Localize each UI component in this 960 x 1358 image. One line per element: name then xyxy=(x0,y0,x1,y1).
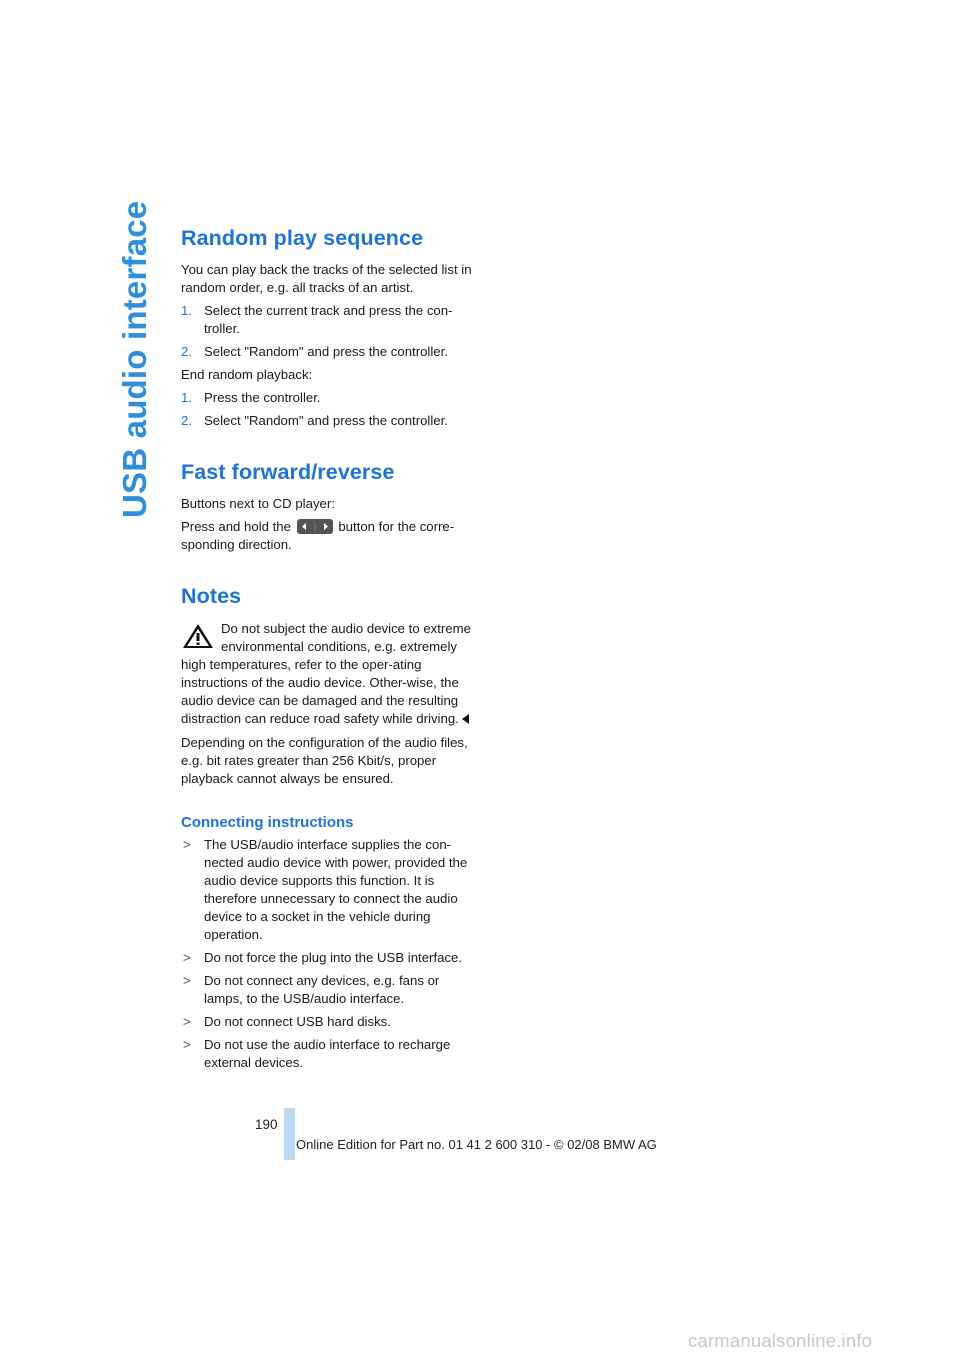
ffwd-line-2 xyxy=(181,518,477,554)
random-heading: Random play sequence xyxy=(181,226,424,250)
item-text: Do not connect any devices, e.g. fans or lamps, to the USB/audio interface. xyxy=(204,973,440,1006)
connecting-item xyxy=(181,949,477,967)
watermark: carmanualsonline.info xyxy=(688,1330,873,1351)
step-text: Select "Random" and press the controller. xyxy=(204,413,448,428)
step-number: 1. xyxy=(181,390,192,405)
end-random-label: End random playback: xyxy=(181,367,313,382)
item-text: Do not use the audio interface to recharge external devices. xyxy=(204,1037,451,1070)
connecting-item xyxy=(181,1013,477,1031)
ffwd-text-after: button for the corre-sponding direction. xyxy=(181,519,455,552)
end-of-note-icon xyxy=(462,714,469,724)
random-step-2 xyxy=(181,343,477,361)
random-intro: You can play back the tracks of the selected list in random order, e.g. all tracks of an artist. xyxy=(181,262,472,295)
item-text: The USB/audio interface supplies the con-nected audio device with power, provided the audio device supports this function. It is therefore unnecessary to connect the audio device to a socket in the vehicle during operation. xyxy=(204,837,468,942)
ffwd-text-before: Press and hold the xyxy=(181,519,291,534)
item-text: Do not connect USB hard disks. xyxy=(204,1014,391,1029)
step-text: Select "Random" and press the controller. xyxy=(204,344,448,359)
random-step-1 xyxy=(181,302,477,338)
page-number: 190 xyxy=(255,1117,278,1132)
end-step-2 xyxy=(181,412,477,430)
end-step-1 xyxy=(181,389,477,407)
notes-heading: Notes xyxy=(181,584,242,608)
side-section-title xyxy=(112,200,162,530)
bullet-arrow: > xyxy=(183,973,191,988)
item-text: Do not force the plug into the USB interface. xyxy=(204,950,463,965)
connecting-item xyxy=(181,972,477,1008)
bullet-arrow: > xyxy=(183,1037,191,1052)
edition-footer: Online Edition for Part no. 01 41 2 600 310 - © 02/08 BMW AG xyxy=(296,1137,657,1152)
bullet-arrow: > xyxy=(183,837,191,852)
warning-text: Do not subject the audio device to extreme environmental conditions, e.g. extremely high temperatures, refer to the oper-ating instructions of the audio device. Other-wise, the audio device can be damaged and the resulting distraction can reduce road safety while driving. xyxy=(181,621,471,726)
connecting-item xyxy=(181,836,477,944)
bullet-arrow: > xyxy=(183,1014,191,1029)
footer-accent-bar xyxy=(284,1108,295,1160)
notes-paragraph: Depending on the configuration of the audio files, e.g. bit rates greater than 256 Kbit/s, proper playback cannot always be ensured. xyxy=(181,735,468,786)
side-title-text: USB audio interface xyxy=(116,200,153,518)
step-text: Press the controller. xyxy=(204,390,321,405)
connecting-heading: Connecting instructions xyxy=(181,814,354,831)
step-number: 2. xyxy=(181,413,192,428)
step-text: Select the current track and press the con-troller. xyxy=(204,303,453,336)
ffwd-heading: Fast forward/reverse xyxy=(181,460,395,484)
bullet-arrow: > xyxy=(183,950,191,965)
ffwd-line-1: Buttons next to CD player: xyxy=(181,496,335,511)
skip-back-forward-button-icon xyxy=(297,519,333,534)
step-number: 1. xyxy=(181,303,192,318)
warning-triangle-icon xyxy=(181,622,215,650)
main-column xyxy=(181,226,477,1072)
warning-note xyxy=(181,620,477,728)
connecting-item xyxy=(181,1036,477,1072)
step-number: 2. xyxy=(181,344,192,359)
